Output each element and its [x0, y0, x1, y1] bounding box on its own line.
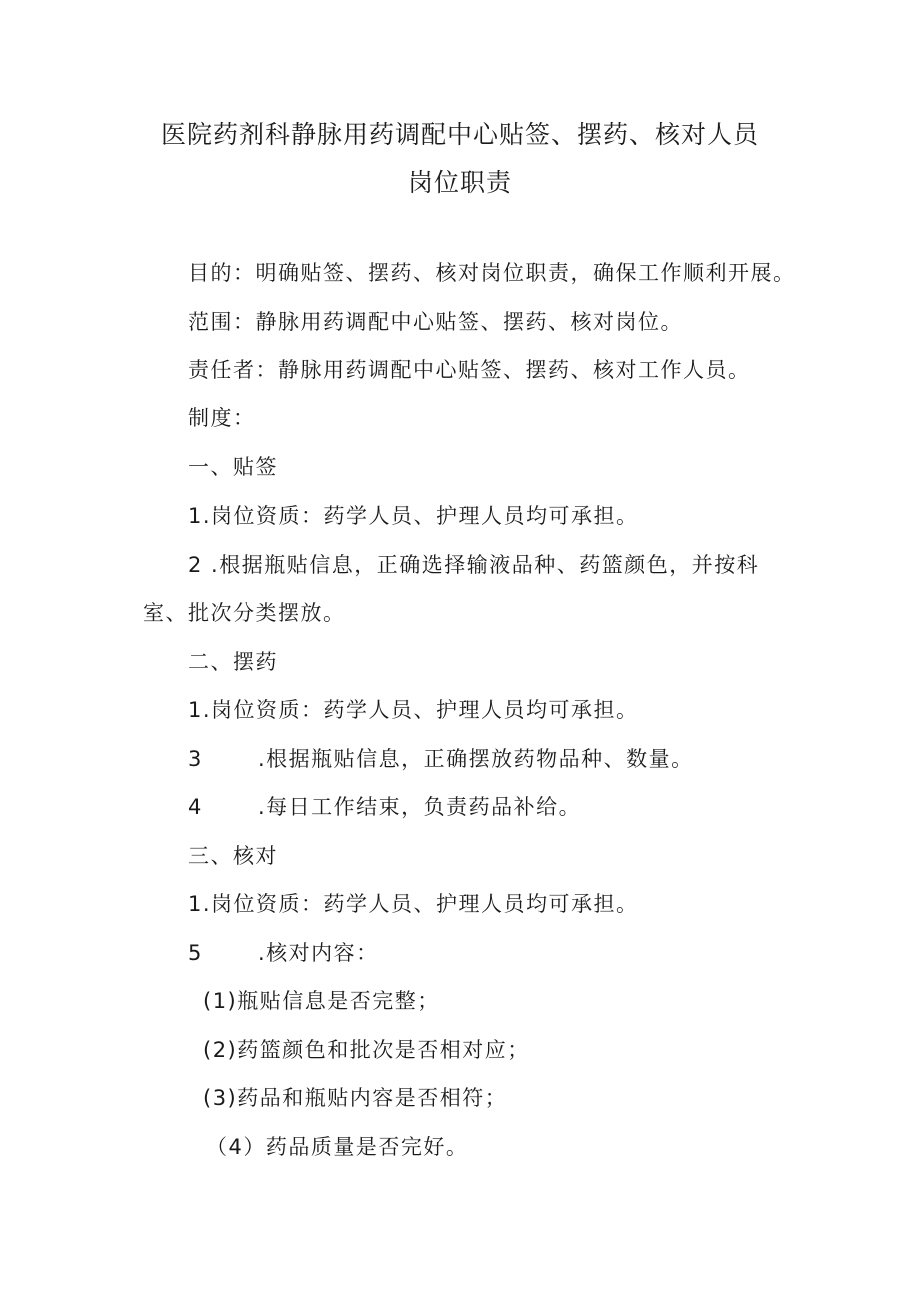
section1-item2-line2: 室、批次分类摆放。	[143, 601, 346, 625]
section1-heading: 一、贴签	[188, 455, 278, 479]
section3-item5-number: 5	[188, 941, 203, 965]
check-item-3: (3)药品和瓶贴内容是否相符；	[203, 1086, 508, 1110]
responsible-paragraph: 责任者：静脉用药调配中心贴签、摆药、核对工作人员。	[188, 358, 751, 382]
check-item-4: （4）药品质量是否完好。	[206, 1135, 469, 1159]
section2-item4	[188, 792, 581, 822]
section3-item5	[188, 938, 379, 968]
section2-item3-number: 3	[188, 747, 203, 771]
section1-item2-line1: 2 .根据瓶贴信息，正确选择输液品种、药篮颜色，并按科	[188, 553, 760, 577]
section3-item5-text: .核对内容：	[258, 941, 379, 965]
section3-heading: 三、核对	[188, 844, 278, 868]
purpose-paragraph: 目的：明确贴签、摆药、核对岗位职责，确保工作顺利开展。	[188, 261, 796, 285]
section2-heading: 二、摆药	[188, 650, 278, 674]
section2-item4-text: .每日工作结束，负责药品补给。	[258, 795, 582, 819]
document-title-line2: 岗位职责	[407, 168, 512, 197]
section2-item1: 1.岗位资质：药学人员、护理人员均可承担。	[188, 698, 639, 722]
check-item-2: (2)药篮颜色和批次是否相对应；	[203, 1038, 530, 1062]
check-item-1: (1)瓶贴信息是否完整；	[203, 989, 440, 1013]
document-title-line1: 医院药剂科静脉用药调配中心贴签、摆药、核对人员	[160, 120, 759, 149]
section3-item1: 1.岗位资质：药学人员、护理人员均可承担。	[188, 892, 639, 916]
scope-paragraph: 范围：静脉用药调配中心贴签、摆药、核对岗位。	[188, 310, 683, 334]
section2-item4-number: 4	[188, 795, 203, 819]
section1-item1: 1.岗位资质：药学人员、护理人员均可承担。	[188, 504, 639, 528]
section2-item3-text: .根据瓶贴信息，正确摆放药物品种、数量。	[258, 747, 694, 771]
section2-item3	[188, 744, 694, 774]
system-label: 制度：	[188, 406, 256, 430]
